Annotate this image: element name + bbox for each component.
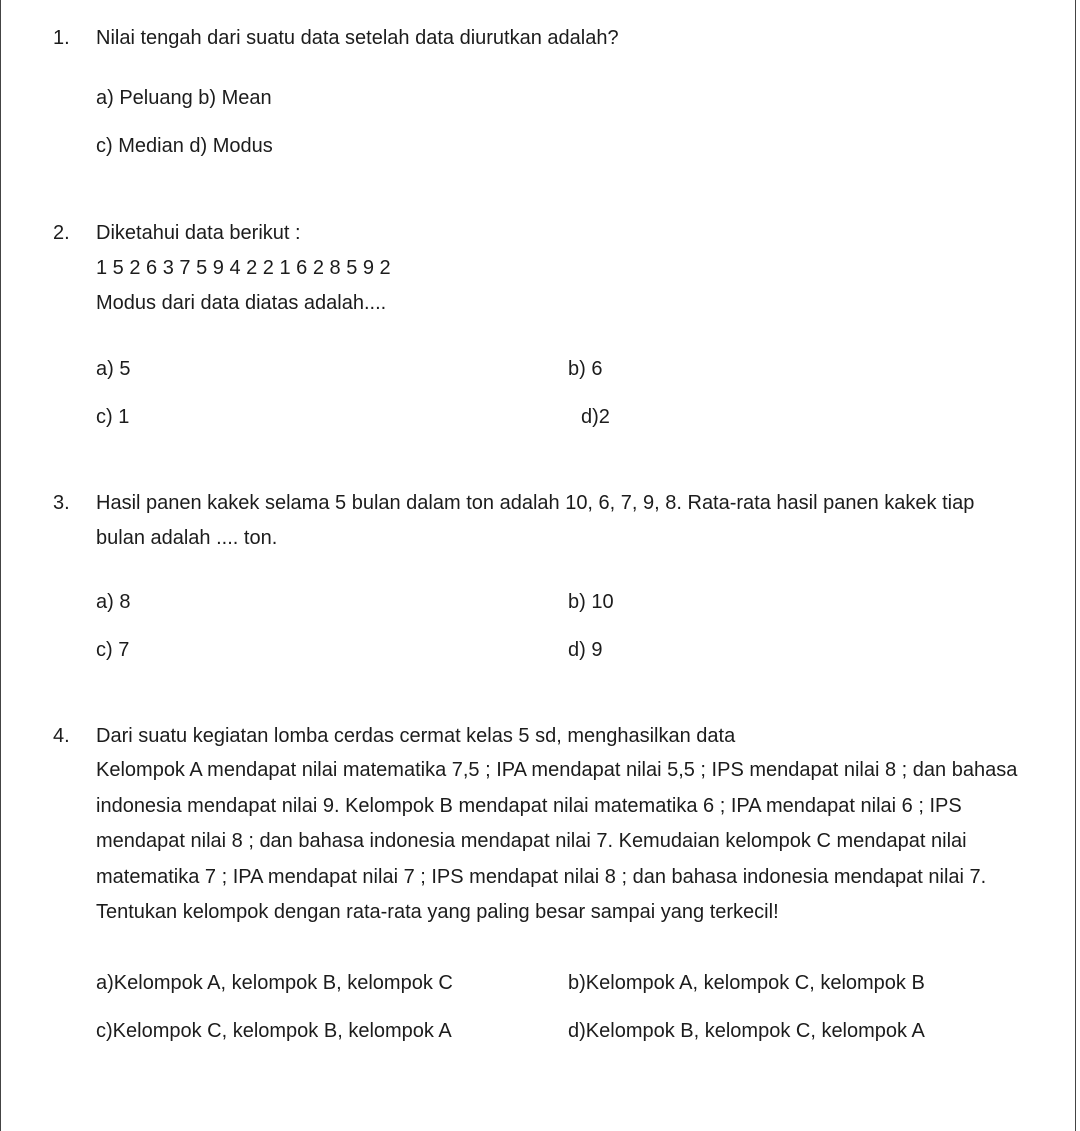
- option-row-1: a) Peluang b) Mean: [96, 87, 272, 109]
- question-number: 2.: [53, 222, 70, 244]
- option-row-2: c) Median d) Modus: [96, 135, 273, 157]
- option-a: a)Kelompok A, kelompok B, kelompok C: [96, 972, 453, 994]
- option-a: a) 5: [96, 358, 131, 380]
- option-a: a) 8: [96, 591, 131, 613]
- question-text-line-2: bulan adalah .... ton.: [96, 527, 278, 549]
- option-c: c) 1: [96, 406, 130, 428]
- question-text-line-1: Dari suatu kegiatan lomba cerdas cermat kelas 5 sd, menghasilkan data: [96, 725, 736, 747]
- question-number: 3.: [53, 492, 70, 514]
- question-text: Diketahui data berikut :: [96, 222, 301, 244]
- question-text-line-1: Hasil panen kakek selama 5 bulan dalam ton adalah 10, 6, 7, 9, 8. Rata-rata hasil panen kakek tiap: [96, 492, 975, 514]
- question-paragraph: Kelompok A mendapat nilai matematika 7,5 ; IPA mendapat nilai 5,5 ; IPS mendapat nilai 8 ; dan bahasa indonesia mendapat nilai 9. Kelompok B mendapat nilai matematika 6 ; IPA mendapat nilai 6 ; IPS mendapat nilai 8 ; dan bahasa indonesia mendapat nilai 7. Kemudaian kelompok C mendapat nilai matematika 7 ; IPA mendapat nilai 7 ; IPS mendapat nilai 8 ; dan bahasa indonesia mendapat nilai 7. Tentukan kelompok dengan rata-rata yang paling besar sampai yang terkecil!: [96, 759, 1018, 923]
- option-b: b) 6: [568, 358, 603, 380]
- option-d: d)Kelompok B, kelompok C, kelompok A: [568, 1020, 925, 1042]
- option-b: b)Kelompok A, kelompok C, kelompok B: [568, 972, 925, 994]
- question-text: Nilai tengah dari suatu data setelah data diurutkan adalah?: [96, 27, 619, 49]
- option-d: d)2: [581, 406, 610, 428]
- option-c: c)Kelompok C, kelompok B, kelompok A: [96, 1020, 452, 1042]
- question-prompt: Modus dari data diatas adalah....: [96, 292, 387, 314]
- option-d: d) 9: [568, 639, 603, 661]
- option-b: b) 10: [568, 591, 614, 613]
- question-number: 4.: [53, 725, 70, 747]
- question-number: 1.: [53, 27, 70, 49]
- option-c: c) 7: [96, 639, 130, 661]
- data-values: 1 5 2 6 3 7 5 9 4 2 2 1 6 2 8 5 9 2: [96, 257, 391, 279]
